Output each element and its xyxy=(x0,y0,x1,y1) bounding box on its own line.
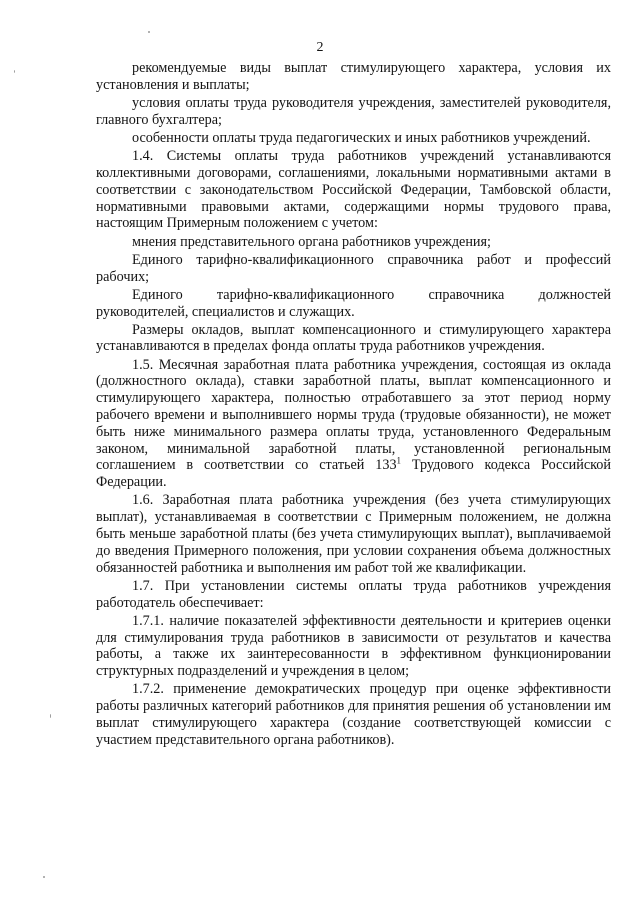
paragraph-1-5 xyxy=(96,357,611,491)
paragraph-employees-handbook: Единого тарифно-квалификационного справочника должностей руководителей, специалистов и служащих. xyxy=(96,286,611,320)
article-number: 133 xyxy=(375,457,397,474)
paragraph-union-opinion: мнения представительного органа работников учреждения; xyxy=(132,233,491,250)
paragraph-1-5-text: 1.5. Месячная заработная плата работника учреждения, состоящая из оклада (должностного оклада), ставки заработной платы, выплат компенсационного и стимулирующего характера, полностью отработавшего за этот период норму рабочего времени и выполнившего нормы труда (трудовые обязанности), не может быть ниже минимального размера оплаты труда, установленного Федеральным законом, минимальной заработной платы, установленной региональным соглашением в соответствии со статьей xyxy=(96,356,611,474)
paragraph-1-4: 1.4. Системы оплаты труда работников учреждений устанавливаются коллективными договорами, соглашениями, локальными нормативными актами в соответствии с законодательством Российской Федерации, Тамбовской области, нормативными правовыми актами, содержащими нормы трудового права, настоящим Примерным положением с учетом: xyxy=(96,148,611,232)
paragraph-manager-pay: условия оплаты труда руководителя учреждения, заместителей руководителя, главного бухгалтера; xyxy=(96,94,611,128)
article-superscript: 1 xyxy=(396,455,402,466)
paragraph-stimulating-payments: рекомендуемые виды выплат стимулирующего характера, условия их установления и выплаты; xyxy=(96,60,611,93)
paragraph-1-7: 1.7. При установлении системы оплаты труда работников учреждения работодатель обеспечивает: xyxy=(96,577,611,611)
paragraph-1-7-1: 1.7.1. наличие показателей эффективности деятельности и критериев оценки для стимулирования труда работников в зависимости от результатов и качества работы, а также их заинтересованности в эффективном функционировании структурных подразделений и учреждения в целом; xyxy=(96,612,611,680)
paragraph-1-7-2: 1.7.2. применение демократических процедур при оценке эффективности работы различных категорий работников для принятия решения об установлении им выплат стимулирующего характера (создание соответствующей комиссии с участием представительного органа работников). xyxy=(96,681,611,748)
scan-speck xyxy=(14,70,15,73)
page-number: 2 xyxy=(316,40,324,55)
scan-speck xyxy=(50,714,51,718)
paragraph-1-5-tail: Трудового кодекса Российской Федерации. xyxy=(96,457,611,491)
document-body xyxy=(96,60,611,750)
paragraph-workers-handbook: Единого тарифно-квалификационного справочника работ и профессий рабочих; xyxy=(96,251,611,285)
paragraph-1-6: 1.6. Заработная плата работника учреждения (без учета стимулирующих выплат), устанавливаемая в соответствии с Примерным положением, не должна быть меньше заработной платы (без учета стимулирующих выплат), выплачиваемой до введения Примерного положения, при условии сохранения объема должностных обязанностей работника и выполнения им работ той же квалификации. xyxy=(96,492,611,576)
scan-speck xyxy=(148,31,150,33)
paragraph-salary-sizes: Размеры окладов, выплат компенсационного и стимулирующего характера устанавливаются в пределах фонда оплаты труда работников учреждения. xyxy=(96,321,611,355)
paragraph-pedagogical-staff: особенности оплаты труда педагогических и иных работников учреждений. xyxy=(132,129,591,146)
scan-speck xyxy=(43,876,45,878)
